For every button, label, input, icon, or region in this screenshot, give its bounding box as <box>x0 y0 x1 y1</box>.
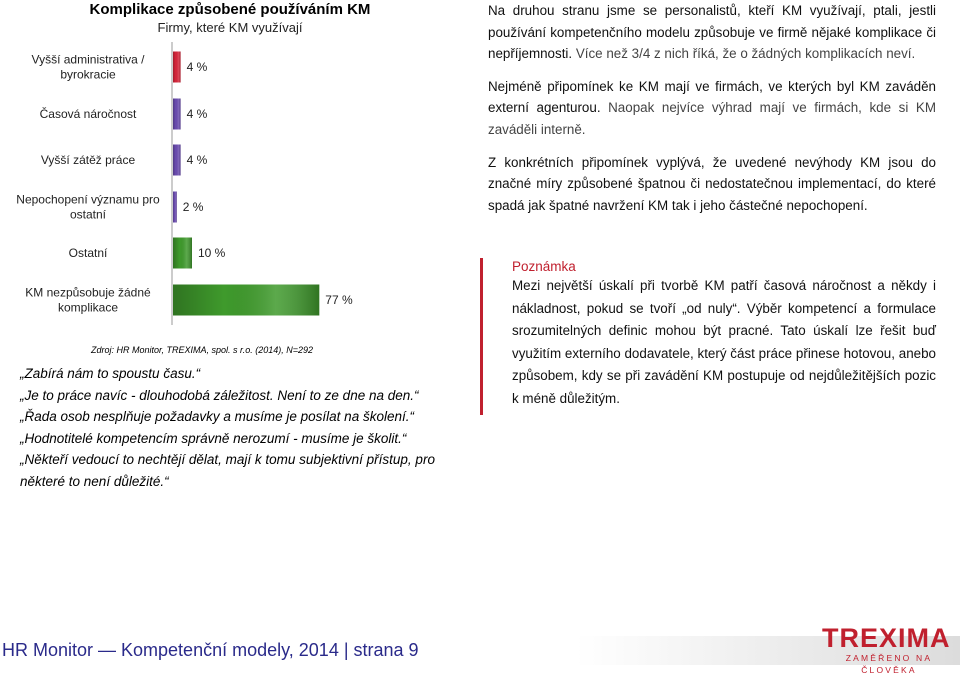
chart-subtitle: Firmy, které KM využívají <box>157 20 303 35</box>
category-label: Ostatní <box>68 246 108 260</box>
paragraph: Z konkrétních připomínek vyplývá, že uvedené nevýhody KM jsou do značné míry způsobené špatnou či nedostatečnou implementací, do které spadá jak špatné navržení KM tak i jeho částečné nepochopení. <box>488 154 936 213</box>
logo-wordmark: TREXIMA <box>822 623 951 653</box>
category-label: KM nezpůsobuje žádné komplikace <box>25 285 151 315</box>
category-label: Časová náročnost <box>39 107 137 121</box>
note-divider <box>480 258 483 415</box>
bar-shading <box>173 238 192 269</box>
quote-item: „Řada osob nesplňuje požadavky a musíme je posílat na školení.“ <box>20 409 414 425</box>
trexima-logo <box>822 623 956 675</box>
bar-shading <box>173 52 181 83</box>
category-label: Vyšší administrativa / byrokracie <box>31 52 145 82</box>
value-label: 4 % <box>186 153 208 167</box>
note-body: Mezi největší úskalí při tvorbě KM patří časová náročnost a někdy i nákladnost, pokud se tvoří „od nuly“. Výběr kompetencí a formulace srozumitelných definic mohou být pracné. Tato úskalí lze řešit buď využitím externího dodavatele, který část práce přinese hotovou, anebo způsobem, kdy se při zavádění KM postupuje od nejdůležitějších pozic k méně důležitým. <box>512 278 936 406</box>
paragraph-text: Více než 3/4 z nich říká, že o žádných komplikacích neví. <box>575 46 916 62</box>
quote-item: „Hodnotitelé kompetencím správně nerozumí - musíme je školit.“ <box>20 430 407 446</box>
value-label: 10 % <box>198 246 226 260</box>
note-title: Poznámka <box>512 259 576 274</box>
chart-source: Zdroj: HR Monitor, TREXIMA, spol. s r.o. (2014), N=292 <box>91 345 313 355</box>
paragraph <box>488 76 936 141</box>
bar-shading <box>173 145 181 176</box>
paragraph-text: Nejméně připomínek ke KM mají ve firmách, ve kterých byl KM zaváděn externí agenturou. <box>488 78 936 116</box>
value-label: 77 % <box>325 293 353 307</box>
quote-list <box>14 363 474 493</box>
category-label: Nepochopení významu pro ostatní <box>16 192 160 222</box>
quote-item: „Je to práce navíc - dlouhodobá záležitost. Není to ze dne na den.“ <box>20 387 419 403</box>
logo-tagline: ZAMĚŘENO NA ČLOVĚKA <box>845 653 933 675</box>
bar-chart <box>0 30 460 342</box>
chart-title: Komplikace způsobené používáním KM <box>89 1 371 18</box>
paragraph <box>488 0 936 65</box>
value-label: 4 % <box>186 107 208 121</box>
commentary <box>488 0 936 227</box>
bar-shading <box>173 285 319 316</box>
bar-shading <box>173 99 181 130</box>
bar-shading <box>173 192 177 223</box>
footer-text: HR Monitor — Kompetenční modely, 2014 | strana 9 <box>2 640 419 660</box>
quote-item: „Někteří vedoucí to nechtějí dělat, mají k tomu subjektivní přístup, pro některé to není důležité.“ <box>20 452 435 489</box>
quote-item: „Zabírá nám to spoustu času.“ <box>20 366 201 381</box>
paragraph-text: Naopak nejvíce výhrad mají ve firmách, kde si KM zaváděli interně. <box>488 100 936 137</box>
paragraph-text: Na druhou stranu jsme se personalistů, kteří KM využívají, ptali, jestli používání kompetenčního modelu způsobuje ve firmě nějaké komplikace či nepříjemnosti. <box>488 3 936 62</box>
value-label: 2 % <box>182 200 204 214</box>
value-label: 4 % <box>186 60 208 74</box>
category-label: Vyšší zátěž práce <box>40 153 136 167</box>
note-box <box>512 259 936 411</box>
